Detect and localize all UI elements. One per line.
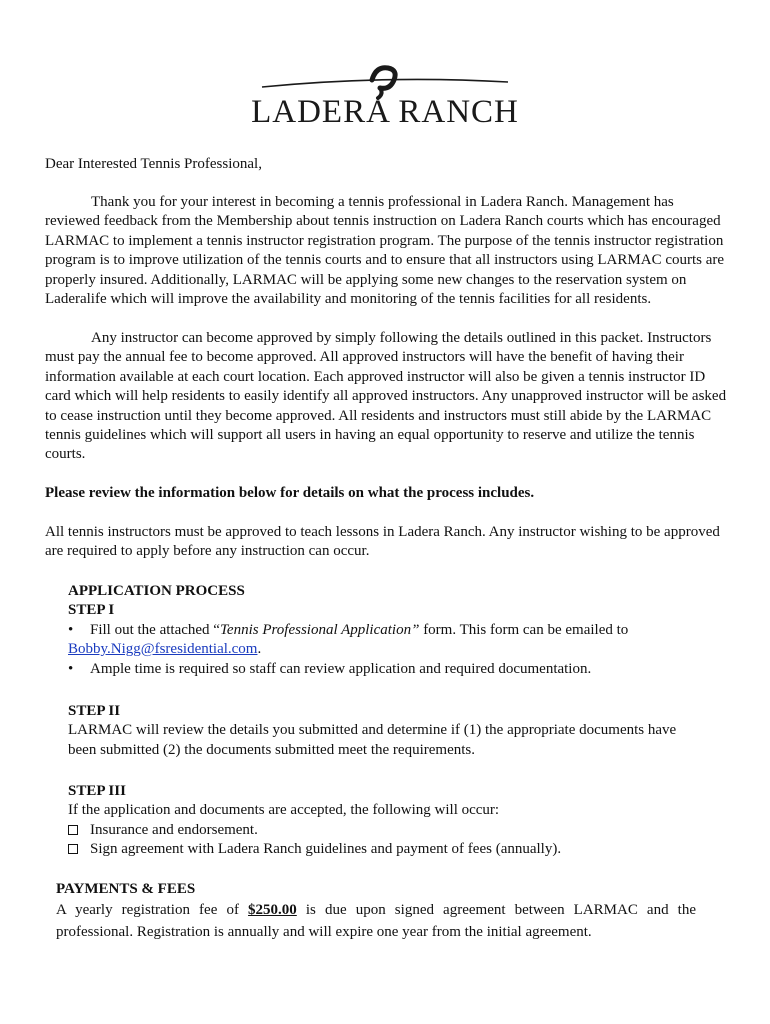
checkbox-icon	[68, 844, 78, 854]
payments-heading: PAYMENTS & FEES	[56, 881, 196, 897]
payments-text: A yearly registration fee of $250.00 is due upon signed agreement between LARMAC and the professional. Registration is annually and will expire one year from the initial agreement.	[56, 902, 696, 941]
paragraph-intro: Thank you for your interest in becoming a tennis professional in Ladera Ranch. Management has reviewed feedback from the Membership about tennis instruction on Ladera Ranch courts which has encouraged LARMAC to implement a tennis instructor registration program. The purpose of the tennis instructor registration program is to improve utilization of the tennis courts and to ensure that all instructors using LARMAC courts are properly insured. Additionally, LARMAC will be applying some new changes to the reservation system on Laderalife which will improve the availability and monitoring of the tennis facilities for all residents.	[45, 194, 725, 308]
list-item: • Fill out the attached “Tennis Professional Application” form. This form can be emailed to	[68, 621, 708, 640]
bullet-icon: •	[68, 660, 74, 677]
email-line: Bobby.Nigg@fsresidential.com.	[68, 641, 262, 658]
step-3-list	[68, 821, 708, 860]
checkbox-icon	[68, 825, 78, 835]
step-3-title: STEP III	[68, 783, 126, 799]
step-2-section	[68, 702, 708, 760]
step-2-title: STEP II	[68, 703, 121, 719]
step-2-text: LARMAC will review the details you submitted and determine if (1) the appropriate documents have been submitted (2) the documents submitted meet the requirements.	[68, 722, 677, 758]
list-item: Sign agreement with Ladera Ranch guidelines and payment of fees (annually).	[68, 840, 708, 859]
paragraph-approval: Any instructor can become approved by simply following the details outlined in this packet. Instructors must pay the annual fee to become approved. All approved instructors will have the benefit of having their information available at each court location. Each approved instructor will also be given a tennis instructor ID card which will help residents to easily identify all approved instructors. Any unapproved instructor will be asked to cease instruction until they become approved. All residents and instructors must still abide by the LARMAC tennis guidelines which will support all users in having an equal opportunity to reserve and utilize the tennis courts.	[45, 330, 727, 463]
logo-wordmark: LADERA RANCH	[251, 94, 519, 130]
list-item: Insurance and endorsement.	[68, 821, 708, 840]
ladera-ranch-logo	[0, 60, 770, 135]
email-link[interactable]: Bobby.Nigg@fsresidential.com	[68, 641, 258, 658]
bullet-icon: •	[68, 621, 74, 638]
step-1-list-2	[68, 660, 708, 679]
step-1-list	[68, 621, 708, 640]
application-process-heading: APPLICATION PROCESS	[68, 583, 245, 599]
list-item: • Ample time is required so staff can review application and required documentation.	[68, 660, 708, 679]
salutation: Dear Interested Tennis Professional,	[45, 156, 262, 172]
step-3-section	[68, 782, 708, 860]
application-process-section	[68, 582, 708, 679]
step-1-title: STEP I	[68, 602, 115, 619]
step-3-text: If the application and documents are accepted, the following will occur:	[68, 802, 500, 819]
paragraph-requirements: All tennis instructors must be approved to teach lessons in Ladera Ranch. Any instructor wishing to be approved are required to apply before any instruction can occur.	[45, 524, 720, 560]
payments-section	[56, 880, 696, 943]
fee-amount: $250.00	[248, 902, 297, 919]
review-heading: Please review the information below for details on what the process includes.	[45, 485, 535, 501]
